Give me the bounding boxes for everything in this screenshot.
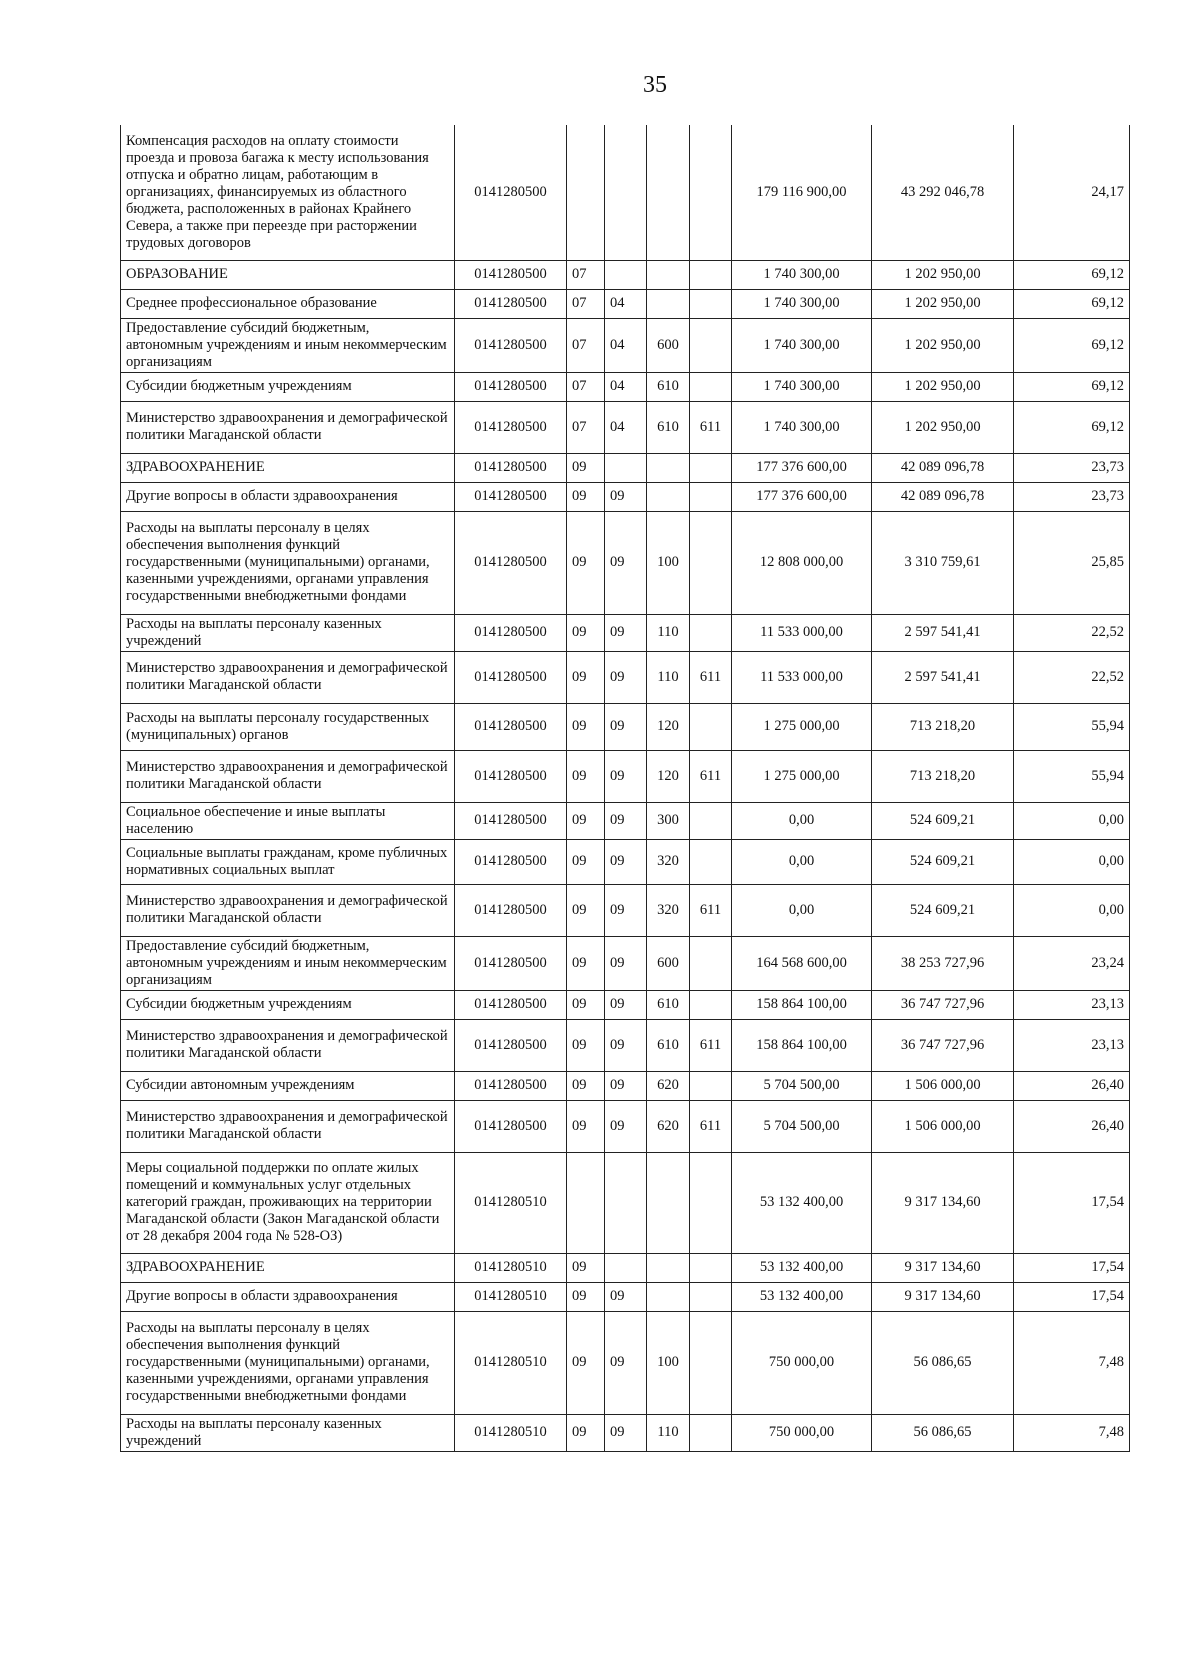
table-row xyxy=(121,1100,1130,1152)
target-code: 0141280510 xyxy=(455,1414,567,1451)
expense-type-code: 610 xyxy=(647,990,690,1019)
table-row xyxy=(121,511,1130,614)
admin-code xyxy=(690,990,732,1019)
target-code: 0141280500 xyxy=(455,750,567,802)
table-row xyxy=(121,401,1130,453)
actual-amount: 38 253 727,96 xyxy=(872,936,1014,990)
actual-amount: 9 317 134,60 xyxy=(872,1253,1014,1282)
subsection-code: 09 xyxy=(605,1071,647,1100)
expense-type-code: 120 xyxy=(647,703,690,750)
expense-type-code: 320 xyxy=(647,839,690,884)
section-code: 09 xyxy=(567,1019,605,1071)
plan-amount: 164 568 600,00 xyxy=(732,936,872,990)
plan-amount: 53 132 400,00 xyxy=(732,1253,872,1282)
execution-percent: 55,94 xyxy=(1014,750,1130,802)
row-name: ЗДРАВООХРАНЕНИЕ xyxy=(121,1253,455,1282)
target-code: 0141280500 xyxy=(455,990,567,1019)
subsection-code: 09 xyxy=(605,936,647,990)
actual-amount: 1 506 000,00 xyxy=(872,1071,1014,1100)
execution-percent: 22,52 xyxy=(1014,614,1130,651)
section-code: 09 xyxy=(567,839,605,884)
target-code: 0141280500 xyxy=(455,1100,567,1152)
row-name: Расходы на выплаты персоналу казенных учреждений xyxy=(121,1414,455,1451)
row-name: Компенсация расходов на оплату стоимости проезда и провоза багажа к месту использования отпуска и обратно лицам, работающим в организациях, финансируемых из областного бюджета, расположенных в районах Крайнего Севера, а также при переезде при расторжении трудовых договоров xyxy=(121,125,455,260)
plan-amount: 179 116 900,00 xyxy=(732,125,872,260)
table-row xyxy=(121,125,1130,260)
table-row xyxy=(121,1414,1130,1451)
subsection-code: 04 xyxy=(605,401,647,453)
subsection-code xyxy=(605,1152,647,1253)
admin-code xyxy=(690,614,732,651)
actual-amount: 1 202 950,00 xyxy=(872,401,1014,453)
actual-amount: 42 089 096,78 xyxy=(872,482,1014,511)
expense-type-code: 600 xyxy=(647,318,690,372)
actual-amount: 3 310 759,61 xyxy=(872,511,1014,614)
execution-percent: 23,24 xyxy=(1014,936,1130,990)
table-body xyxy=(121,125,1130,1451)
actual-amount: 524 609,21 xyxy=(872,839,1014,884)
target-code: 0141280500 xyxy=(455,651,567,703)
row-name: ЗДРАВООХРАНЕНИЕ xyxy=(121,453,455,482)
section-code: 09 xyxy=(567,802,605,839)
table-row xyxy=(121,372,1130,401)
table-row xyxy=(121,1253,1130,1282)
subsection-code: 09 xyxy=(605,651,647,703)
execution-percent: 69,12 xyxy=(1014,401,1130,453)
admin-code: 611 xyxy=(690,884,732,936)
subsection-code: 09 xyxy=(605,614,647,651)
target-code: 0141280510 xyxy=(455,1282,567,1311)
admin-code: 611 xyxy=(690,401,732,453)
target-code: 0141280500 xyxy=(455,289,567,318)
row-name: Министерство здравоохранения и демографической политики Магаданской области xyxy=(121,1100,455,1152)
admin-code xyxy=(690,839,732,884)
subsection-code xyxy=(605,1253,647,1282)
plan-amount: 12 808 000,00 xyxy=(732,511,872,614)
table-row xyxy=(121,839,1130,884)
plan-amount: 0,00 xyxy=(732,839,872,884)
subsection-code: 09 xyxy=(605,839,647,884)
section-code: 09 xyxy=(567,614,605,651)
actual-amount: 42 089 096,78 xyxy=(872,453,1014,482)
plan-amount: 177 376 600,00 xyxy=(732,482,872,511)
row-name: Другие вопросы в области здравоохранения xyxy=(121,1282,455,1311)
expense-type-code xyxy=(647,260,690,289)
target-code: 0141280500 xyxy=(455,482,567,511)
admin-code xyxy=(690,453,732,482)
page-number: 35 xyxy=(643,72,667,98)
target-code: 0141280500 xyxy=(455,318,567,372)
admin-code xyxy=(690,936,732,990)
row-name: Министерство здравоохранения и демографической политики Магаданской области xyxy=(121,884,455,936)
subsection-code xyxy=(605,260,647,289)
target-code: 0141280500 xyxy=(455,401,567,453)
table-row xyxy=(121,1152,1130,1253)
plan-amount: 1 740 300,00 xyxy=(732,318,872,372)
execution-percent: 69,12 xyxy=(1014,289,1130,318)
table-row xyxy=(121,802,1130,839)
expense-type-code xyxy=(647,289,690,318)
section-code: 07 xyxy=(567,372,605,401)
target-code: 0141280500 xyxy=(455,125,567,260)
execution-percent: 17,54 xyxy=(1014,1282,1130,1311)
plan-amount: 158 864 100,00 xyxy=(732,1019,872,1071)
target-code: 0141280500 xyxy=(455,884,567,936)
execution-percent: 24,17 xyxy=(1014,125,1130,260)
admin-code xyxy=(690,125,732,260)
section-code: 09 xyxy=(567,703,605,750)
execution-percent: 25,85 xyxy=(1014,511,1130,614)
section-code: 09 xyxy=(567,1100,605,1152)
table-row xyxy=(121,884,1130,936)
section-code: 09 xyxy=(567,651,605,703)
row-name: Другие вопросы в области здравоохранения xyxy=(121,482,455,511)
row-name: Расходы на выплаты персоналу государственных (муниципальных) органов xyxy=(121,703,455,750)
expense-type-code: 320 xyxy=(647,884,690,936)
expense-type-code: 620 xyxy=(647,1100,690,1152)
expense-type-code: 620 xyxy=(647,1071,690,1100)
table-row xyxy=(121,289,1130,318)
subsection-code: 09 xyxy=(605,511,647,614)
admin-code xyxy=(690,260,732,289)
execution-percent: 26,40 xyxy=(1014,1100,1130,1152)
plan-amount: 1 740 300,00 xyxy=(732,372,872,401)
expense-type-code: 120 xyxy=(647,750,690,802)
expense-type-code: 110 xyxy=(647,614,690,651)
subsection-code: 09 xyxy=(605,884,647,936)
row-name: Социальное обеспечение и иные выплаты населению xyxy=(121,802,455,839)
row-name: Среднее профессиональное образование xyxy=(121,289,455,318)
actual-amount: 43 292 046,78 xyxy=(872,125,1014,260)
expense-type-code: 100 xyxy=(647,511,690,614)
budget-table xyxy=(120,125,1130,1452)
target-code: 0141280500 xyxy=(455,372,567,401)
admin-code xyxy=(690,1311,732,1414)
actual-amount: 2 597 541,41 xyxy=(872,614,1014,651)
actual-amount: 9 317 134,60 xyxy=(872,1282,1014,1311)
table-row xyxy=(121,482,1130,511)
admin-code xyxy=(690,1414,732,1451)
expense-type-code: 610 xyxy=(647,1019,690,1071)
admin-code xyxy=(690,1282,732,1311)
row-name: ОБРАЗОВАНИЕ xyxy=(121,260,455,289)
execution-percent: 7,48 xyxy=(1014,1414,1130,1451)
target-code: 0141280500 xyxy=(455,936,567,990)
admin-code xyxy=(690,802,732,839)
target-code: 0141280510 xyxy=(455,1253,567,1282)
table-row xyxy=(121,1071,1130,1100)
section-code: 09 xyxy=(567,1282,605,1311)
actual-amount: 524 609,21 xyxy=(872,884,1014,936)
row-name: Расходы на выплаты персоналу казенных учреждений xyxy=(121,614,455,651)
subsection-code: 04 xyxy=(605,289,647,318)
execution-percent: 23,73 xyxy=(1014,482,1130,511)
actual-amount: 713 218,20 xyxy=(872,750,1014,802)
actual-amount: 1 202 950,00 xyxy=(872,260,1014,289)
section-code: 09 xyxy=(567,511,605,614)
execution-percent: 23,73 xyxy=(1014,453,1130,482)
subsection-code xyxy=(605,453,647,482)
row-name: Расходы на выплаты персоналу в целях обеспечения выполнения функций государственными (муниципальными) органами, казенными учреждениями, органами управления государственными внебюджетными фондами xyxy=(121,1311,455,1414)
plan-amount: 11 533 000,00 xyxy=(732,651,872,703)
plan-amount: 5 704 500,00 xyxy=(732,1100,872,1152)
row-name: Субсидии автономным учреждениям xyxy=(121,1071,455,1100)
execution-percent: 69,12 xyxy=(1014,372,1130,401)
actual-amount: 1 202 950,00 xyxy=(872,289,1014,318)
plan-amount: 750 000,00 xyxy=(732,1414,872,1451)
admin-code: 611 xyxy=(690,651,732,703)
target-code: 0141280500 xyxy=(455,1019,567,1071)
target-code: 0141280510 xyxy=(455,1311,567,1414)
subsection-code: 09 xyxy=(605,750,647,802)
expense-type-code xyxy=(647,482,690,511)
admin-code xyxy=(690,482,732,511)
section-code: 09 xyxy=(567,750,605,802)
actual-amount: 524 609,21 xyxy=(872,802,1014,839)
row-name: Социальные выплаты гражданам, кроме публичных нормативных социальных выплат xyxy=(121,839,455,884)
subsection-code: 09 xyxy=(605,1100,647,1152)
admin-code xyxy=(690,511,732,614)
execution-percent: 22,52 xyxy=(1014,651,1130,703)
section-code xyxy=(567,125,605,260)
admin-code: 611 xyxy=(690,750,732,802)
row-name: Меры социальной поддержки по оплате жилых помещений и коммунальных услуг отдельных категорий граждан, проживающих на территории Магаданской области (Закон Магаданской области от 28 декабря 2004 года № 528-ОЗ) xyxy=(121,1152,455,1253)
section-code: 07 xyxy=(567,260,605,289)
subsection-code: 09 xyxy=(605,1414,647,1451)
table-row xyxy=(121,703,1130,750)
execution-percent: 17,54 xyxy=(1014,1152,1130,1253)
target-code: 0141280500 xyxy=(455,839,567,884)
actual-amount: 56 086,65 xyxy=(872,1311,1014,1414)
plan-amount: 750 000,00 xyxy=(732,1311,872,1414)
plan-amount: 11 533 000,00 xyxy=(732,614,872,651)
subsection-code: 09 xyxy=(605,482,647,511)
row-name: Субсидии бюджетным учреждениям xyxy=(121,372,455,401)
execution-percent: 55,94 xyxy=(1014,703,1130,750)
section-code: 09 xyxy=(567,936,605,990)
execution-percent: 26,40 xyxy=(1014,1071,1130,1100)
subsection-code: 09 xyxy=(605,802,647,839)
execution-percent: 23,13 xyxy=(1014,1019,1130,1071)
expense-type-code: 100 xyxy=(647,1311,690,1414)
table-row xyxy=(121,1311,1130,1414)
execution-percent: 69,12 xyxy=(1014,318,1130,372)
expense-type-code: 110 xyxy=(647,1414,690,1451)
execution-percent: 0,00 xyxy=(1014,884,1130,936)
admin-code xyxy=(690,1253,732,1282)
row-name: Расходы на выплаты персоналу в целях обеспечения выполнения функций государственными (муниципальными) органами, казенными учреждениями, органами управления государственными внебюджетными фондами xyxy=(121,511,455,614)
section-code: 07 xyxy=(567,401,605,453)
execution-percent: 23,13 xyxy=(1014,990,1130,1019)
table-row xyxy=(121,750,1130,802)
section-code xyxy=(567,1152,605,1253)
subsection-code: 04 xyxy=(605,372,647,401)
table-row xyxy=(121,614,1130,651)
plan-amount: 1 740 300,00 xyxy=(732,260,872,289)
execution-percent: 17,54 xyxy=(1014,1253,1130,1282)
admin-code xyxy=(690,318,732,372)
execution-percent: 0,00 xyxy=(1014,839,1130,884)
expense-type-code xyxy=(647,1152,690,1253)
expense-type-code: 610 xyxy=(647,401,690,453)
plan-amount: 53 132 400,00 xyxy=(732,1282,872,1311)
table-row xyxy=(121,1019,1130,1071)
section-code: 09 xyxy=(567,453,605,482)
admin-code xyxy=(690,703,732,750)
row-name: Министерство здравоохранения и демографической политики Магаданской области xyxy=(121,401,455,453)
expense-type-code: 110 xyxy=(647,651,690,703)
admin-code xyxy=(690,1071,732,1100)
subsection-code: 09 xyxy=(605,1311,647,1414)
expense-type-code: 610 xyxy=(647,372,690,401)
expense-type-code xyxy=(647,125,690,260)
plan-amount: 1 275 000,00 xyxy=(732,703,872,750)
section-code: 07 xyxy=(567,318,605,372)
plan-amount: 53 132 400,00 xyxy=(732,1152,872,1253)
actual-amount: 36 747 727,96 xyxy=(872,990,1014,1019)
target-code: 0141280500 xyxy=(455,260,567,289)
target-code: 0141280510 xyxy=(455,1152,567,1253)
target-code: 0141280500 xyxy=(455,703,567,750)
plan-amount: 1 740 300,00 xyxy=(732,401,872,453)
execution-percent: 7,48 xyxy=(1014,1311,1130,1414)
admin-code xyxy=(690,1152,732,1253)
admin-code: 611 xyxy=(690,1019,732,1071)
subsection-code: 09 xyxy=(605,1019,647,1071)
admin-code xyxy=(690,289,732,318)
execution-percent: 0,00 xyxy=(1014,802,1130,839)
expense-type-code: 300 xyxy=(647,802,690,839)
plan-amount: 1 275 000,00 xyxy=(732,750,872,802)
subsection-code: 04 xyxy=(605,318,647,372)
plan-amount: 177 376 600,00 xyxy=(732,453,872,482)
section-code: 07 xyxy=(567,289,605,318)
table-row xyxy=(121,651,1130,703)
section-code: 09 xyxy=(567,482,605,511)
subsection-code xyxy=(605,125,647,260)
subsection-code: 09 xyxy=(605,703,647,750)
target-code: 0141280500 xyxy=(455,802,567,839)
section-code: 09 xyxy=(567,1071,605,1100)
actual-amount: 1 202 950,00 xyxy=(872,372,1014,401)
target-code: 0141280500 xyxy=(455,453,567,482)
row-name: Министерство здравоохранения и демографической политики Магаданской области xyxy=(121,750,455,802)
target-code: 0141280500 xyxy=(455,1071,567,1100)
execution-percent: 69,12 xyxy=(1014,260,1130,289)
row-name: Министерство здравоохранения и демографической политики Магаданской области xyxy=(121,1019,455,1071)
actual-amount: 36 747 727,96 xyxy=(872,1019,1014,1071)
plan-amount: 0,00 xyxy=(732,802,872,839)
expense-type-code: 600 xyxy=(647,936,690,990)
row-name: Предоставление субсидий бюджетным, автономным учреждениям и иным некоммерческим организациям xyxy=(121,318,455,372)
plan-amount: 5 704 500,00 xyxy=(732,1071,872,1100)
section-code: 09 xyxy=(567,1311,605,1414)
actual-amount: 56 086,65 xyxy=(872,1414,1014,1451)
table-row xyxy=(121,1282,1130,1311)
table-row xyxy=(121,990,1130,1019)
actual-amount: 713 218,20 xyxy=(872,703,1014,750)
table-row xyxy=(121,260,1130,289)
actual-amount: 1 506 000,00 xyxy=(872,1100,1014,1152)
section-code: 09 xyxy=(567,1414,605,1451)
section-code: 09 xyxy=(567,1253,605,1282)
subsection-code: 09 xyxy=(605,990,647,1019)
plan-amount: 158 864 100,00 xyxy=(732,990,872,1019)
expense-type-code xyxy=(647,453,690,482)
actual-amount: 1 202 950,00 xyxy=(872,318,1014,372)
section-code: 09 xyxy=(567,990,605,1019)
target-code: 0141280500 xyxy=(455,511,567,614)
subsection-code: 09 xyxy=(605,1282,647,1311)
row-name: Субсидии бюджетным учреждениям xyxy=(121,990,455,1019)
section-code: 09 xyxy=(567,884,605,936)
actual-amount: 2 597 541,41 xyxy=(872,651,1014,703)
row-name: Министерство здравоохранения и демографической политики Магаданской области xyxy=(121,651,455,703)
admin-code: 611 xyxy=(690,1100,732,1152)
table-row xyxy=(121,453,1130,482)
target-code: 0141280500 xyxy=(455,614,567,651)
plan-amount: 1 740 300,00 xyxy=(732,289,872,318)
actual-amount: 9 317 134,60 xyxy=(872,1152,1014,1253)
table-row xyxy=(121,318,1130,372)
plan-amount: 0,00 xyxy=(732,884,872,936)
table-row xyxy=(121,936,1130,990)
row-name: Предоставление субсидий бюджетным, автономным учреждениям и иным некоммерческим организациям xyxy=(121,936,455,990)
expense-type-code xyxy=(647,1253,690,1282)
admin-code xyxy=(690,372,732,401)
expense-type-code xyxy=(647,1282,690,1311)
